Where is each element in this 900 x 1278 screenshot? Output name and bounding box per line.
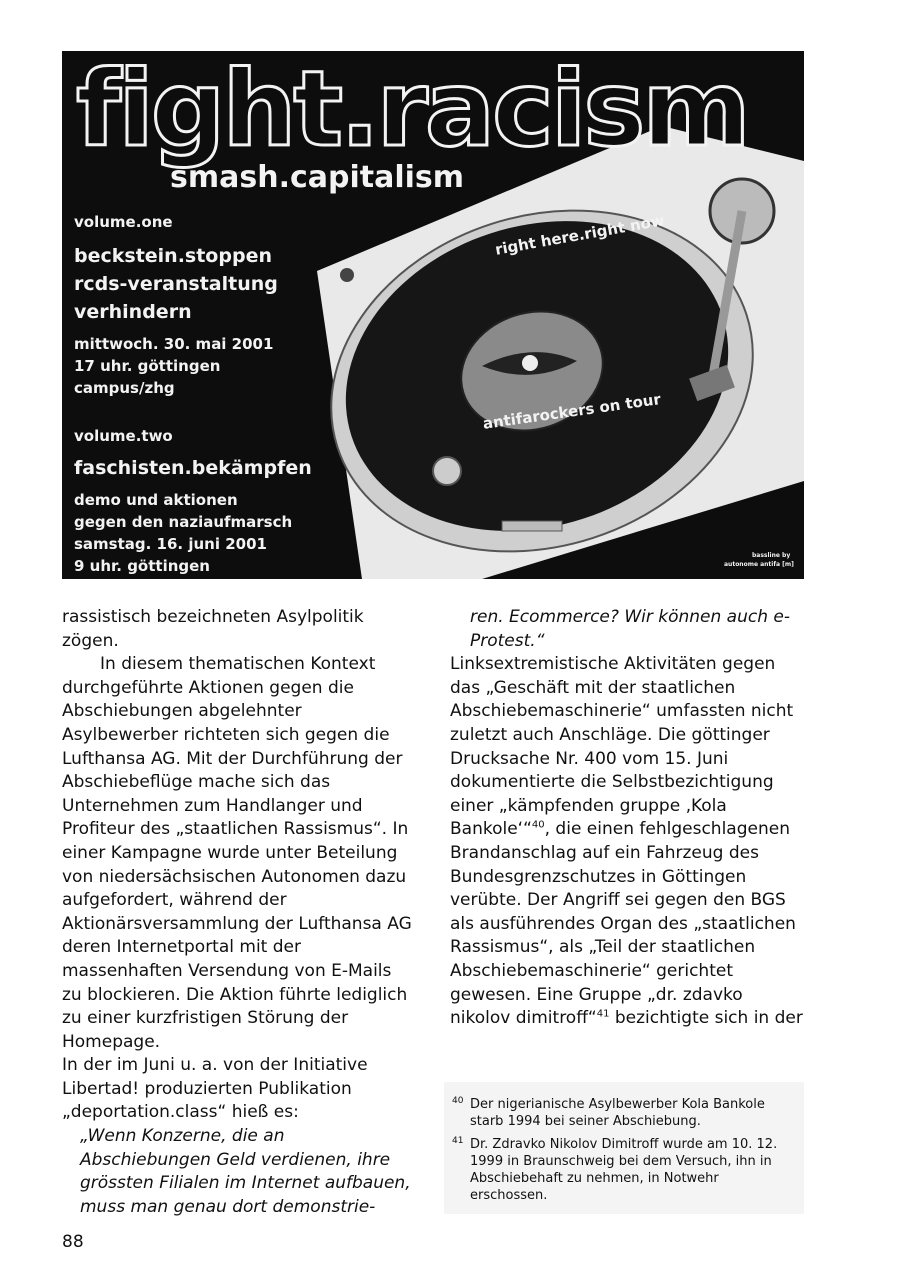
record-text-bottom: antifarockers on tour [481, 390, 662, 433]
paragraph-text: bezichtigte sich in der [609, 1008, 803, 1029]
block-quote: „Wenn Konzerne, die an Abschiebungen Geld verdienen, ihre grössten Filialen im Internet aufbauen, muss man genau dort demonstrie- [80, 1126, 411, 1217]
left-column [62, 606, 414, 1219]
paragraph: rassistisch bezeichneten Asylpolitik zögen. [62, 607, 364, 651]
paragraph [450, 653, 805, 1031]
record-text-top: right here.right now [493, 211, 666, 259]
paragraph: In diesem thematischen Kontext durchgeführte Aktionen gegen die Abschiebungen abgelehnter Asylbewerber richteten sich gegen die Lufthansa AG. Mit der Durchführung der Abschiebeflüge mache sich das Unternehmen zum Handlanger und Profiteur des „staatlichen Rassismus“. In einer Kampagne wurde unter Beteilung von niedersächsischen Autonomen dazu aufgefordert, während der Aktionärsversammlung der Lufthansa AG deren Internetportal mit der massenhaften Versendung von E-Mails zu blockieren. Die Aktion führte lediglich zu einer kurzfristigen Störung der Homepage. [62, 654, 412, 1052]
paragraph-text: Linksextremistische Aktivitäten gegen das „Geschäft mit der staatlichen Abschiebemaschinerie“ umfassten nicht zuletzt auch Anschläge. Die göttinger Drucksache Nr. 400 vom 15. Juni dokumentierte die Selbstbezichtigung einer „kämpfenden gruppe ‚Kola Bankole‘“ [450, 654, 794, 840]
vol2-title: faschisten.bekämpfen [74, 457, 312, 479]
vol1-date: mittwoch. 30. mai 2001 [74, 335, 274, 353]
flyer-credit-2: autonome antifa [m] [724, 561, 794, 568]
vol1-title-2: rcds-veranstaltung [74, 273, 278, 295]
footnote-number: 40 [452, 1096, 464, 1106]
right-column [450, 606, 805, 1031]
footnote [452, 1096, 794, 1130]
vol2-line-2: gegen den naziaufmarsch [74, 513, 293, 531]
vol2-label: volume.two [74, 427, 173, 445]
flyer-headline: fight.racism [76, 51, 748, 170]
pitch-slider [502, 521, 562, 531]
paragraph-text: , die einen fehlgeschlagenen Brandanschlag auf ein Fahrzeug des Bundesgrenzschutzes in Göttingen verübte. Der Angriff sei gegen den BGS als ausführendes Organ des „staatlichen Rassismus“, als „Teil der staatlichen Abschiebemaschinerie“ gerichtet gewesen. Eine Gruppe „dr. zdavko nikolov dimitroff“ [450, 819, 796, 1029]
vol2-time: 9 uhr. göttingen [74, 557, 210, 575]
paragraph: In der im Juni u. a. von der Initiative Libertad! produzierten Publikation „deportation.class“ hieß es: [62, 1055, 368, 1123]
page-number: 88 [62, 1232, 84, 1252]
block-quote-continued: ren. Ecommerce? Wir können auch e-Protest.“ [470, 607, 790, 651]
vol1-title-1: beckstein.stoppen [74, 245, 272, 267]
footnotes [444, 1082, 804, 1214]
start-knob [340, 268, 354, 282]
vol1-place: campus/zhg [74, 379, 175, 397]
flyer-image [62, 51, 804, 579]
eye-pupil [522, 355, 538, 371]
flyer-credit-1: bassline by [752, 552, 791, 559]
pitch-knob [433, 457, 461, 485]
vol1-title-3: verhindern [74, 301, 192, 323]
footnote [452, 1136, 794, 1204]
footnote-text: Dr. Zdravko Nikolov Dimitroff wurde am 10. 12. 1999 in Braunschweig bei dem Versuch, ihn in Abschiebehaft zu nehmen, in Notwehr erschossen. [470, 1137, 778, 1203]
footnote-ref[interactable]: 41 [596, 1008, 610, 1020]
footnote-number: 41 [452, 1136, 464, 1146]
vol2-date: samstag. 16. juni 2001 [74, 535, 267, 553]
vol2-line-1: demo und aktionen [74, 491, 238, 509]
vol1-time: 17 uhr. göttingen [74, 357, 221, 375]
footnote-ref[interactable]: 40 [531, 819, 545, 831]
flyer-subhead: smash.capitalism [170, 160, 465, 195]
vol1-label: volume.one [74, 213, 173, 231]
footnote-text: Der nigerianische Asylbewerber Kola Bankole starb 1994 bei seiner Abschiebung. [470, 1097, 765, 1129]
